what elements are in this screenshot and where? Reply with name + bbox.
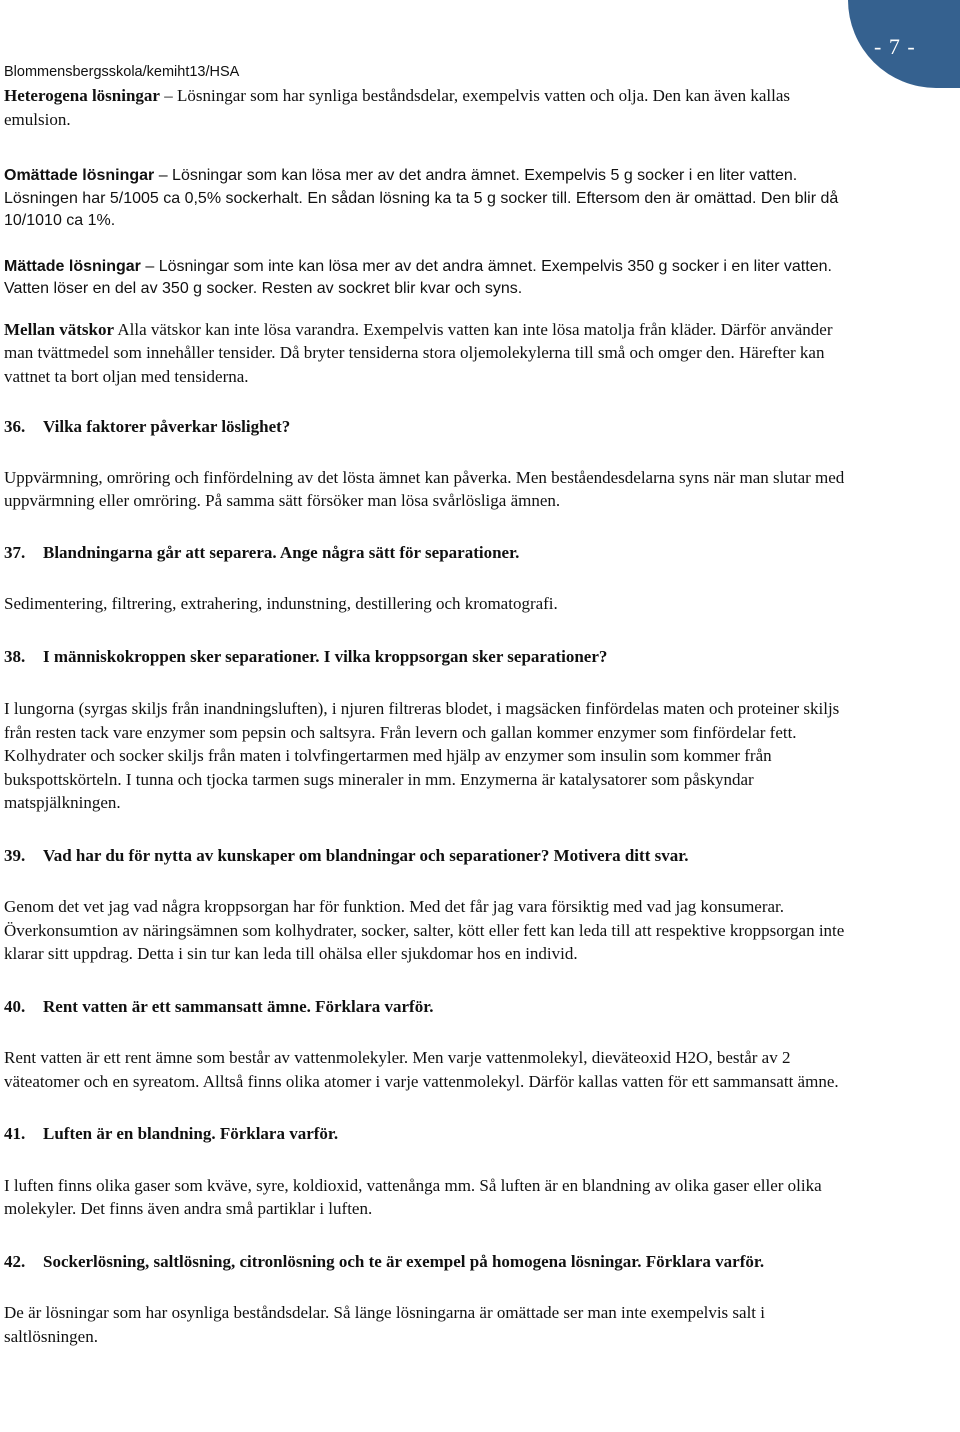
question-text: Sockerlösning, saltlösning, citronlösning och te är exempel på homogena lösningar. Förklara varför.: [43, 1251, 765, 1271]
page-number: - 7 -: [874, 34, 916, 59]
question-text: Rent vatten är ett sammansatt ämne. Förklara varför.: [43, 996, 434, 1016]
answer-40: Rent vatten är ett rent ämne som består av vattenmolekyler. Men varje vattenmolekyl, dieväteoxid H2O, består av 2 väteatomer och en syreatom. Alltså finns olika atomer i varje vattenmolekyl. Därför kallas vatten för ett sammansatt ämne.: [4, 1048, 839, 1091]
term-mellan-vatskor: Mellan vätskor: [4, 319, 115, 339]
question-number: 37.: [4, 542, 26, 562]
term-mattade: Mättade lösningar: [4, 257, 141, 275]
question-number: 36.: [4, 417, 26, 436]
answer-39: Genom det vet jag vad några kroppsorgan har för funktion. Med det får jag vara försiktig med vad jag konsumerar. Överkonsumtion av näringsämnen som kolhydrater, socker, salter, kött eller fett kan leda till att respektive kroppsorgan inte klarar sitt uppdrag. Detta i sin tur kan leda till ohälsa eller sjukdomar hos en individ.: [4, 897, 845, 963]
text-omattade: – Lösningar som kan lösa mer av det andra ämnet. Exempelvis 5 g socker i en liter vatten. Lösningen har 5/1005 ca 0,5% sockerhalt. En sådan lösning ka ta 5 g socker till. Eftersom den är omättad. Den blir då 10/1010 ca 1%.: [4, 167, 839, 229]
section-mattade: [4, 256, 854, 301]
question-37: [4, 541, 854, 565]
section-omattade: [4, 165, 854, 233]
question-39: [4, 844, 854, 868]
term-heterogena: Heterogena lösningar: [4, 86, 160, 105]
answer-38: I lungorna (syrgas skiljs från inandningsluften), i njuren filtreras blodet, i magsäcken finfördelas maten och proteiner skiljs från resten tack vare enzymer som pepsin och saltsyra. Från levern och gallan kommer enzymer som finfördelar fett. Kolhydrater och socker skiljs från maten i tolvfingertarmen med hjälp av enzymer som insulin som kommer från bukspottskörteln. I tunna och tjocka tarmen sugs mineraler in mm. Enzymerna är katalysatorer som påskyndar matspjälkningen.: [4, 699, 840, 812]
answer-41: I luften finns olika gaser som kväve, syre, koldioxid, vattenånga mm. Så luften är en blandning av olika gaser eller olika molekyler. Det finns även andra små partiklar i luften.: [4, 1175, 822, 1218]
answer-36: Uppvärmning, omröring och finfördelning av det lösta ämnet kan påverka. Men beståendesdelarna syns när man slutar med uppvärmning eller omröring. På samma sätt försöker man lösa svårlösliga ämnen.: [4, 467, 845, 510]
page-number-badge: [848, 0, 960, 88]
question-42: [4, 1250, 854, 1274]
page-header: Blommensbergsskola/kemiht13/HSA: [4, 64, 240, 80]
answer-42: De är lösningar som har osynliga beståndsdelar. Så länge lösningarna är omättade ser man inte exempelvis salt i saltlösningen.: [4, 1303, 766, 1346]
question-number: 39.: [4, 845, 26, 865]
question-text: Luften är en blandning. Förklara varför.: [43, 1124, 339, 1143]
question-text: I människokroppen sker separationer. I vilka kroppsorgan sker separationer?: [43, 646, 608, 666]
question-number: 42.: [4, 1251, 26, 1271]
question-38: [4, 645, 854, 669]
question-text: Vad har du för nytta av kunskaper om blandningar och separationer? Motivera ditt svar.: [43, 845, 689, 865]
question-36: [4, 415, 854, 439]
question-number: 41.: [4, 1124, 26, 1143]
section-heterogena: [4, 84, 854, 131]
text-heterogena: – Lösningar som har synliga beståndsdelar, exempelvis vatten och olja. Den kan även kallas emulsion.: [4, 86, 791, 129]
text-mattade: – Lösningar som inte kan lösa mer av det andra ämnet. Exempelvis 350 g socker i en liter vatten. Vatten löser en del av 350 g socker. Resten av sockret blir kvar och syns.: [4, 257, 832, 297]
text-mellan-vatskor: Alla vätskor kan inte lösa varandra. Exempelvis vatten kan inte lösa matolja från kläder. Därför använder man tvättmedel som innehåller tensider. Då bryter tensiderna stora oljemolekylerna till små och omger den. Härefter kan vattnet ta bort oljan med tensiderna.: [4, 319, 833, 386]
answer-37: Sedimentering, filtrering, extrahering, indunstning, destillering och kromatografi.: [4, 594, 558, 613]
question-text: Blandningarna går att separera. Ange några sätt för separationer.: [43, 542, 520, 562]
question-40: [4, 995, 854, 1019]
document-body: [4, 84, 854, 1348]
question-number: 40.: [4, 996, 26, 1016]
question-41: [4, 1122, 854, 1146]
section-mellan-vatskor: [4, 318, 854, 389]
question-text: Vilka faktorer påverkar löslighet?: [43, 417, 291, 436]
question-number: 38.: [4, 646, 26, 666]
term-omattade: Omättade lösningar: [4, 167, 155, 184]
